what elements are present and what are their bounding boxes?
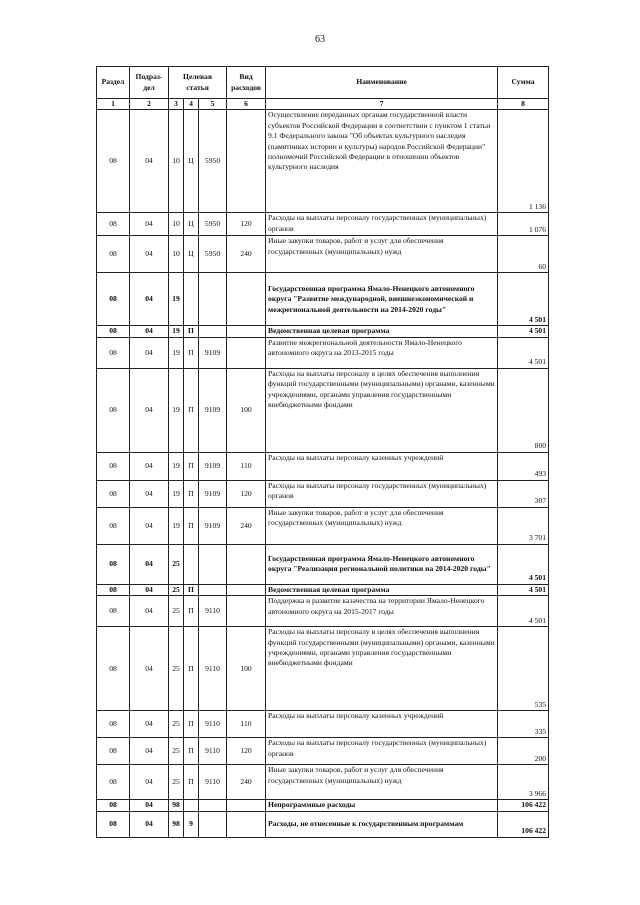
- celevaya-subprogram-cell: П: [184, 480, 199, 507]
- name-cell: Расходы на выплаты персоналу казенных учреждений: [266, 711, 498, 738]
- celevaya-program-cell: 98: [169, 800, 184, 811]
- header-sum: Сумма: [498, 67, 549, 99]
- name-cell: Иные закупки товаров, работ и услуг для обеспечения государственных (муниципальных) нужд: [266, 236, 498, 273]
- podrazdel-cell: 04: [130, 711, 169, 738]
- name-cell: Расходы на выплаты персоналу в целях обеспечения выполнения функций государственными (муниципальными) органами, казенными учреждениями, органами управления государственными внебюджетными фондами: [266, 627, 498, 711]
- podrazdel-cell: 04: [130, 213, 169, 236]
- celevaya-subprogram-cell: П: [184, 507, 199, 544]
- razdel-cell: 08: [97, 326, 130, 337]
- celevaya-subprogram-cell: 9: [184, 811, 199, 837]
- vid-rashodov-cell: 240: [227, 507, 266, 544]
- celevaya-program-cell: 19: [169, 368, 184, 452]
- celevaya-program-cell: 10: [169, 236, 184, 273]
- table-row: [97, 627, 549, 711]
- name-cell: Непрограммные расходы: [266, 800, 498, 811]
- celevaya-code-cell: 9109: [199, 480, 227, 507]
- sum-cell: 3 701: [498, 507, 549, 544]
- vid-rashodov-cell: [227, 337, 266, 368]
- celevaya-program-cell: 25: [169, 765, 184, 800]
- name-cell: Расходы на выплаты персоналу в целях обеспечения выполнения функций государственными (муниципальными) органами, казенными учреждениями, органами управления государственными внебюджетными фондами: [266, 368, 498, 452]
- table-row: [97, 213, 549, 236]
- celevaya-program-cell: 19: [169, 337, 184, 368]
- column-number: 6: [227, 99, 266, 110]
- podrazdel-cell: 04: [130, 273, 169, 326]
- vid-rashodov-cell: 100: [227, 627, 266, 711]
- table-row: [97, 596, 549, 627]
- vid-rashodov-cell: [227, 544, 266, 584]
- table-row: [97, 800, 549, 811]
- razdel-cell: 08: [97, 273, 130, 326]
- vid-rashodov-cell: 120: [227, 738, 266, 765]
- column-number-row: [97, 99, 549, 110]
- celevaya-program-cell: 25: [169, 627, 184, 711]
- celevaya-subprogram-cell: Ц: [184, 213, 199, 236]
- sum-cell: 4 501: [498, 596, 549, 627]
- celevaya-code-cell: 9110: [199, 627, 227, 711]
- razdel-cell: 08: [97, 738, 130, 765]
- celevaya-subprogram-cell: П: [184, 337, 199, 368]
- vid-rashodov-cell: 120: [227, 213, 266, 236]
- celevaya-code-cell: 9109: [199, 337, 227, 368]
- celevaya-subprogram-cell: П: [184, 711, 199, 738]
- table-row: [97, 738, 549, 765]
- sum-cell: 1 076: [498, 213, 549, 236]
- celevaya-code-cell: [199, 326, 227, 337]
- page-number: 63: [315, 34, 325, 45]
- sum-cell: 60: [498, 236, 549, 273]
- razdel-cell: 08: [97, 544, 130, 584]
- razdel-cell: 08: [97, 711, 130, 738]
- vid-rashodov-cell: [227, 326, 266, 337]
- celevaya-code-cell: 5950: [199, 236, 227, 273]
- celevaya-program-cell: 25: [169, 584, 184, 595]
- celevaya-program-cell: 25: [169, 596, 184, 627]
- razdel-cell: 08: [97, 236, 130, 273]
- celevaya-program-cell: 25: [169, 544, 184, 584]
- vid-rashodov-cell: [227, 110, 266, 213]
- vid-rashodov-cell: [227, 811, 266, 837]
- table-row: [97, 110, 549, 213]
- podrazdel-cell: 04: [130, 738, 169, 765]
- celevaya-program-cell: 25: [169, 738, 184, 765]
- sum-cell: 4 501: [498, 326, 549, 337]
- column-number: 4: [184, 99, 199, 110]
- podrazdel-cell: 04: [130, 811, 169, 837]
- celevaya-program-cell: 19: [169, 452, 184, 480]
- name-cell: Государственная программа Ямало-Ненецкого автономного округа "Реализация региональной политики на 2014-2020 годы": [266, 544, 498, 584]
- razdel-cell: 08: [97, 596, 130, 627]
- celevaya-program-cell: 98: [169, 811, 184, 837]
- razdel-cell: 08: [97, 627, 130, 711]
- vid-rashodov-cell: 240: [227, 765, 266, 800]
- vid-rashodov-cell: [227, 800, 266, 811]
- celevaya-code-cell: [199, 544, 227, 584]
- celevaya-subprogram-cell: П: [184, 326, 199, 337]
- vid-rashodov-cell: 110: [227, 711, 266, 738]
- celevaya-subprogram-cell: [184, 273, 199, 326]
- celevaya-code-cell: 5950: [199, 110, 227, 213]
- celevaya-code-cell: [199, 800, 227, 811]
- podrazdel-cell: 04: [130, 627, 169, 711]
- name-cell: Расходы на выплаты персоналу государственных (муниципальных) органов: [266, 480, 498, 507]
- celevaya-code-cell: 9110: [199, 596, 227, 627]
- name-cell: Иные закупки товаров, работ и услуг для обеспечения государственных (муниципальных) нужд: [266, 507, 498, 544]
- razdel-cell: 08: [97, 584, 130, 595]
- table-row: [97, 811, 549, 837]
- header-vid-rashodov: Вид расходов: [227, 67, 266, 99]
- celevaya-subprogram-cell: П: [184, 627, 199, 711]
- celevaya-subprogram-cell: П: [184, 738, 199, 765]
- celevaya-code-cell: [199, 584, 227, 595]
- podrazdel-cell: 04: [130, 800, 169, 811]
- vid-rashodov-cell: 100: [227, 368, 266, 452]
- celevaya-subprogram-cell: П: [184, 452, 199, 480]
- sum-cell: 3 966: [498, 765, 549, 800]
- celevaya-subprogram-cell: П: [184, 584, 199, 595]
- sum-cell: 335: [498, 711, 549, 738]
- podrazdel-cell: 04: [130, 507, 169, 544]
- podrazdel-cell: 04: [130, 110, 169, 213]
- razdel-cell: 08: [97, 811, 130, 837]
- razdel-cell: 08: [97, 110, 130, 213]
- sum-cell: 4 501: [498, 273, 549, 326]
- razdel-cell: 08: [97, 368, 130, 452]
- podrazdel-cell: 04: [130, 326, 169, 337]
- celevaya-program-cell: 25: [169, 711, 184, 738]
- celevaya-program-cell: 10: [169, 213, 184, 236]
- name-cell: Ведомственная целевая программа: [266, 326, 498, 337]
- celevaya-code-cell: 9109: [199, 507, 227, 544]
- column-number: 8: [498, 99, 549, 110]
- name-cell: Расходы на выплаты персоналу государственных (муниципальных) органов: [266, 213, 498, 236]
- razdel-cell: 08: [97, 337, 130, 368]
- razdel-cell: 08: [97, 765, 130, 800]
- razdel-cell: 08: [97, 800, 130, 811]
- celevaya-program-cell: 19: [169, 273, 184, 326]
- name-cell: Расходы на выплаты персоналу казенных учреждений: [266, 452, 498, 480]
- table-row: [97, 544, 549, 584]
- column-number: 3: [169, 99, 184, 110]
- podrazdel-cell: 04: [130, 236, 169, 273]
- razdel-cell: 08: [97, 452, 130, 480]
- sum-cell: 535: [498, 627, 549, 711]
- podrazdel-cell: 04: [130, 368, 169, 452]
- table-row: [97, 711, 549, 738]
- name-cell: Иные закупки товаров, работ и услуг для обеспечения государственных (муниципальных) нужд: [266, 765, 498, 800]
- podrazdel-cell: 04: [130, 596, 169, 627]
- vid-rashodov-cell: 240: [227, 236, 266, 273]
- podrazdel-cell: 04: [130, 584, 169, 595]
- header-name: Наименование: [266, 67, 498, 99]
- header-podrazdel: Подраз- дел: [130, 67, 169, 99]
- table-row: [97, 765, 549, 800]
- celevaya-code-cell: 9109: [199, 368, 227, 452]
- celevaya-subprogram-cell: П: [184, 368, 199, 452]
- celevaya-program-cell: 19: [169, 480, 184, 507]
- sum-cell: 493: [498, 452, 549, 480]
- vid-rashodov-cell: 110: [227, 452, 266, 480]
- celevaya-code-cell: 9110: [199, 765, 227, 800]
- sum-cell: 4 501: [498, 584, 549, 595]
- celevaya-subprogram-cell: [184, 544, 199, 584]
- sum-cell: 4 501: [498, 337, 549, 368]
- header-celevaya-statya: Целевая статья: [169, 67, 227, 99]
- budget-table: [96, 66, 549, 838]
- podrazdel-cell: 04: [130, 480, 169, 507]
- table-row: [97, 273, 549, 326]
- vid-rashodov-cell: [227, 273, 266, 326]
- name-cell: Государственная программа Ямало-Ненецкого автономного округа "Развитие международной, внешнеэкономической и межрегиональной деятельности на 2014-2020 годы": [266, 273, 498, 326]
- sum-cell: 106 422: [498, 811, 549, 837]
- podrazdel-cell: 04: [130, 452, 169, 480]
- column-number: 5: [199, 99, 227, 110]
- podrazdel-cell: 04: [130, 544, 169, 584]
- celevaya-program-cell: 10: [169, 110, 184, 213]
- celevaya-subprogram-cell: [184, 800, 199, 811]
- header-razdel: Раздел: [97, 67, 130, 99]
- sum-cell: 800: [498, 368, 549, 452]
- podrazdel-cell: 04: [130, 337, 169, 368]
- table-row: [97, 507, 549, 544]
- celevaya-code-cell: 9109: [199, 452, 227, 480]
- celevaya-program-cell: 19: [169, 326, 184, 337]
- name-cell: Развитие межрегиональной деятельности Ямало-Ненецкого автономного округа на 2013-2015 годы: [266, 337, 498, 368]
- celevaya-code-cell: 9110: [199, 711, 227, 738]
- razdel-cell: 08: [97, 507, 130, 544]
- table-row: [97, 236, 549, 273]
- sum-cell: 1 136: [498, 110, 549, 213]
- table-row: [97, 480, 549, 507]
- celevaya-subprogram-cell: П: [184, 765, 199, 800]
- razdel-cell: 08: [97, 480, 130, 507]
- celevaya-program-cell: 19: [169, 507, 184, 544]
- vid-rashodov-cell: [227, 584, 266, 595]
- celevaya-subprogram-cell: Ц: [184, 236, 199, 273]
- celevaya-code-cell: [199, 811, 227, 837]
- name-cell: Осуществление переданных органам государственной власти субъектов Российской Федерации в соответствии с пунктом 1 статьи 9.1 Федерального закона "Об объектах культурного наследия (памятниках истории и культуры) народов Российской Федерации" полномочий Российской Федерации в отношении объектов культурного наследия: [266, 110, 498, 213]
- celevaya-code-cell: 9110: [199, 738, 227, 765]
- table-row: [97, 368, 549, 452]
- column-number: 2: [130, 99, 169, 110]
- column-number: 7: [266, 99, 498, 110]
- sum-cell: 4 501: [498, 544, 549, 584]
- name-cell: Ведомственная целевая программа: [266, 584, 498, 595]
- celevaya-code-cell: [199, 273, 227, 326]
- razdel-cell: 08: [97, 213, 130, 236]
- vid-rashodov-cell: 120: [227, 480, 266, 507]
- name-cell: Поддержка и развитие казачества на территории Ямало-Ненецкого автономного округа на 2015-2017 годы: [266, 596, 498, 627]
- table-row: [97, 452, 549, 480]
- name-cell: Расходы, не отнесенные к государственным программам: [266, 811, 498, 837]
- celevaya-code-cell: 5950: [199, 213, 227, 236]
- name-cell: Расходы на выплаты персоналу государственных (муниципальных) органов: [266, 738, 498, 765]
- celevaya-subprogram-cell: П: [184, 596, 199, 627]
- sum-cell: 307: [498, 480, 549, 507]
- table-row: [97, 337, 549, 368]
- column-number: 1: [97, 99, 130, 110]
- celevaya-subprogram-cell: Ц: [184, 110, 199, 213]
- vid-rashodov-cell: [227, 596, 266, 627]
- podrazdel-cell: 04: [130, 765, 169, 800]
- table-row: [97, 584, 549, 595]
- table-row: [97, 326, 549, 337]
- sum-cell: 200: [498, 738, 549, 765]
- sum-cell: 106 422: [498, 800, 549, 811]
